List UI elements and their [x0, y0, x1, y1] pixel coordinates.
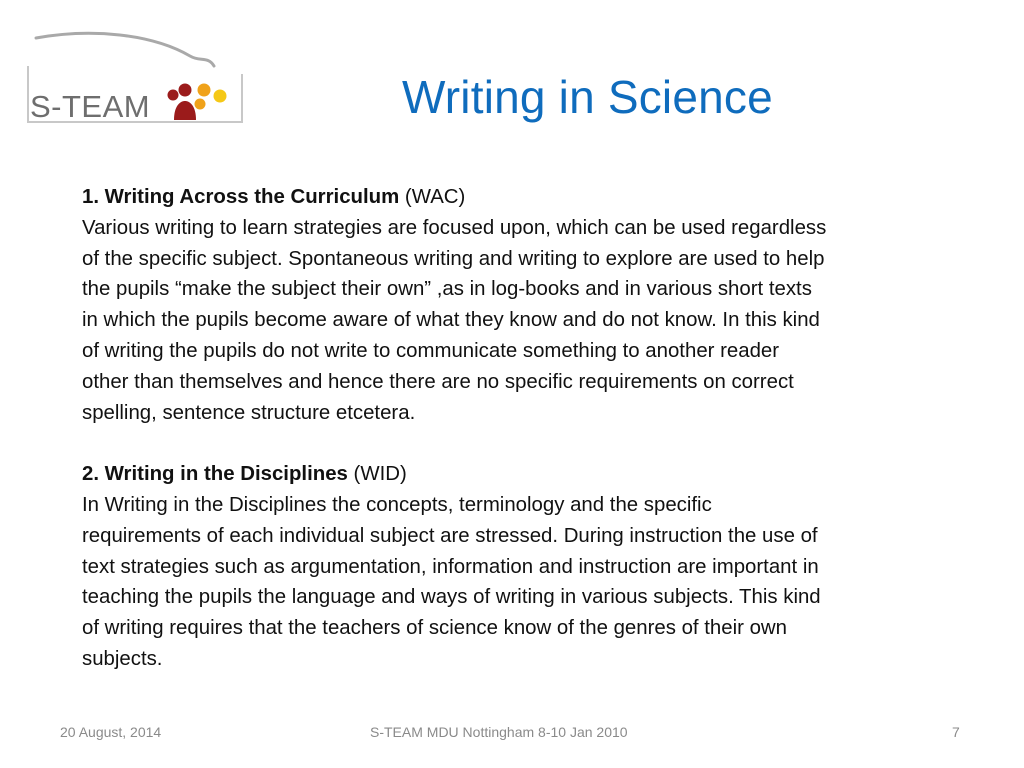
- body-line: text strategies such as argumentation, information and instruction are important in: [82, 555, 819, 578]
- logo-dot-orange: [198, 84, 211, 97]
- body-line: subjects.: [82, 647, 163, 670]
- slide-title: Writing in Science: [402, 71, 773, 123]
- body-line: teaching the pupils the language and ways of writing in various subjects. This kind: [82, 586, 821, 609]
- slide-content: [82, 182, 962, 675]
- body-line: requirements of each individual subject are stressed. During instruction the use of: [82, 524, 818, 547]
- section-heading-strong: 2. Writing in the Disciplines: [82, 463, 348, 486]
- body-line: the pupils “make the subject their own” ,as in log-books and in various short texts: [82, 278, 812, 301]
- body-line: other than themselves and hence there are no specific requirements on correct: [82, 370, 794, 393]
- section-heading: [82, 182, 962, 213]
- footer-date: 20 August, 2014: [60, 724, 162, 740]
- body-line: of writing the pupils do not write to communicate something to another reader: [82, 339, 780, 362]
- section-wid: [82, 459, 962, 675]
- body-line: spelling, sentence structure etcetera.: [82, 401, 416, 424]
- body-line: In Writing in the Disciplines the concepts, terminology and the specific: [82, 493, 712, 516]
- logo-dot-yellow: [214, 90, 227, 103]
- section-heading-abbrev: (WID): [347, 463, 407, 486]
- footer-center-text: S-TEAM MDU Nottingham 8-10 Jan 2010: [370, 724, 628, 740]
- body-line: of the specific subject. Spontaneous writing and writing to explore are used to help: [82, 247, 825, 270]
- logo-dot-red: [179, 84, 192, 97]
- logo-person-red: [174, 101, 196, 120]
- logo-swoosh: [36, 33, 214, 66]
- section-heading-strong: 1. Writing Across the Curriculum: [82, 186, 400, 208]
- logo-dot-red: [168, 90, 179, 101]
- body-line: in which the pupils become aware of what they know and do not know. In this kind: [82, 309, 820, 332]
- section-wac: [82, 182, 962, 428]
- footer-page-number: 7: [952, 724, 960, 740]
- logo-dot-orange: [195, 99, 206, 110]
- body-line: of writing requires that the teachers of science know of the genres of their own: [82, 617, 787, 640]
- s-team-logo: [22, 26, 252, 128]
- logo-text: S-TEAM: [30, 89, 151, 124]
- section-heading: [82, 459, 962, 490]
- section-heading-abbrev: (WAC): [399, 186, 466, 208]
- body-line: Various writing to learn strategies are focused upon, which can be used regardless: [82, 216, 827, 239]
